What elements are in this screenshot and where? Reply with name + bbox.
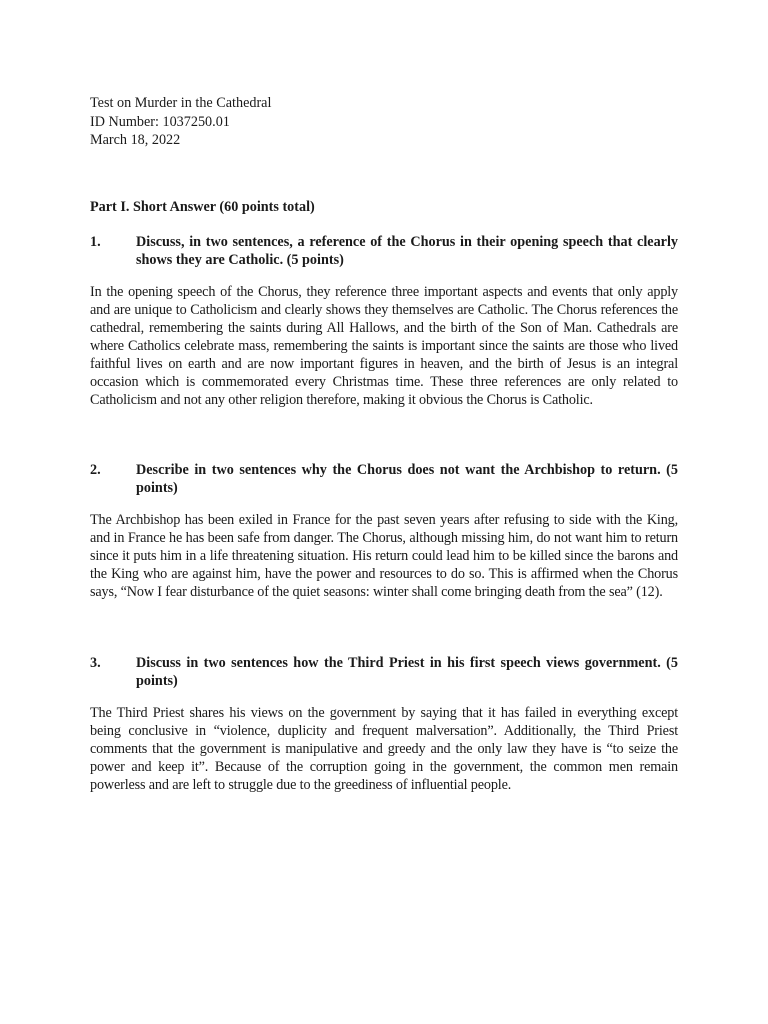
document-title: Test on Murder in the Cathedral	[90, 95, 272, 111]
id-number: ID Number: 1037250.01	[90, 113, 230, 130]
question-1	[90, 233, 678, 269]
question-3	[90, 654, 678, 690]
answer-1: In the opening speech of the Chorus, they reference three important aspects and events that only apply and are unique to Catholicism and clearly shows they themselves are Catholic. The Chorus references the cathedral, remembering the saints during All Hallows, and the birth of the Son of Man. Cathedrals are where Catholics celebrate mass, remembering the saints is important since the saints are those who lived faithful lives on earth and are now important figures in heaven, and the birth of Jesus is an integral occasion which is commemorated every Christmas time. These three references are only related to Catholicism and not any other religion therefore, making it obvious the Chorus is Catholic.	[90, 283, 678, 408]
question-2	[90, 461, 678, 497]
question-number: 1.	[90, 233, 101, 250]
question-prompt: Describe in two sentences why the Chorus does not want the Archbishop to return. (5 points)	[136, 461, 678, 496]
document-body	[90, 94, 678, 794]
section-title: Part I. Short Answer (60 points total)	[90, 198, 315, 215]
question-number: 2.	[90, 461, 101, 478]
document-date: March 18, 2022	[90, 132, 181, 148]
question-prompt: Discuss, in two sentences, a reference of the Chorus in their opening speech that clearly shows they are Catholic. (5 points)	[136, 233, 678, 268]
answer-3: The Third Priest shares his views on the government by saying that it has failed in everything except being conclusive in “violence, duplicity and frequent malversation”. Additionally, the Third Priest comments that the government is manipulative and greedy and the only law they have is “to seize the power and keep it”. Because of the corruption going in the government, the common men remain powerless and are left to struggle due to the greediness of influential people.	[90, 704, 678, 793]
question-number: 3.	[90, 654, 101, 671]
question-prompt: Discuss in two sentences how the Third Priest in his first speech views government. (5 points)	[136, 654, 678, 689]
answer-2: The Archbishop has been exiled in France for the past seven years after refusing to side with the King, and in France he has been safe from danger. The Chorus, although missing him, do not want him to return since it puts him in a life threatening situation. His return could lead him to be killed since the barons and the King who are against him, have the power and resources to do so. This is affirmed when the Chorus says, “Now I fear disturbance of the quiet seasons: winter shall come bringing death from the sea” (12).	[90, 511, 678, 600]
